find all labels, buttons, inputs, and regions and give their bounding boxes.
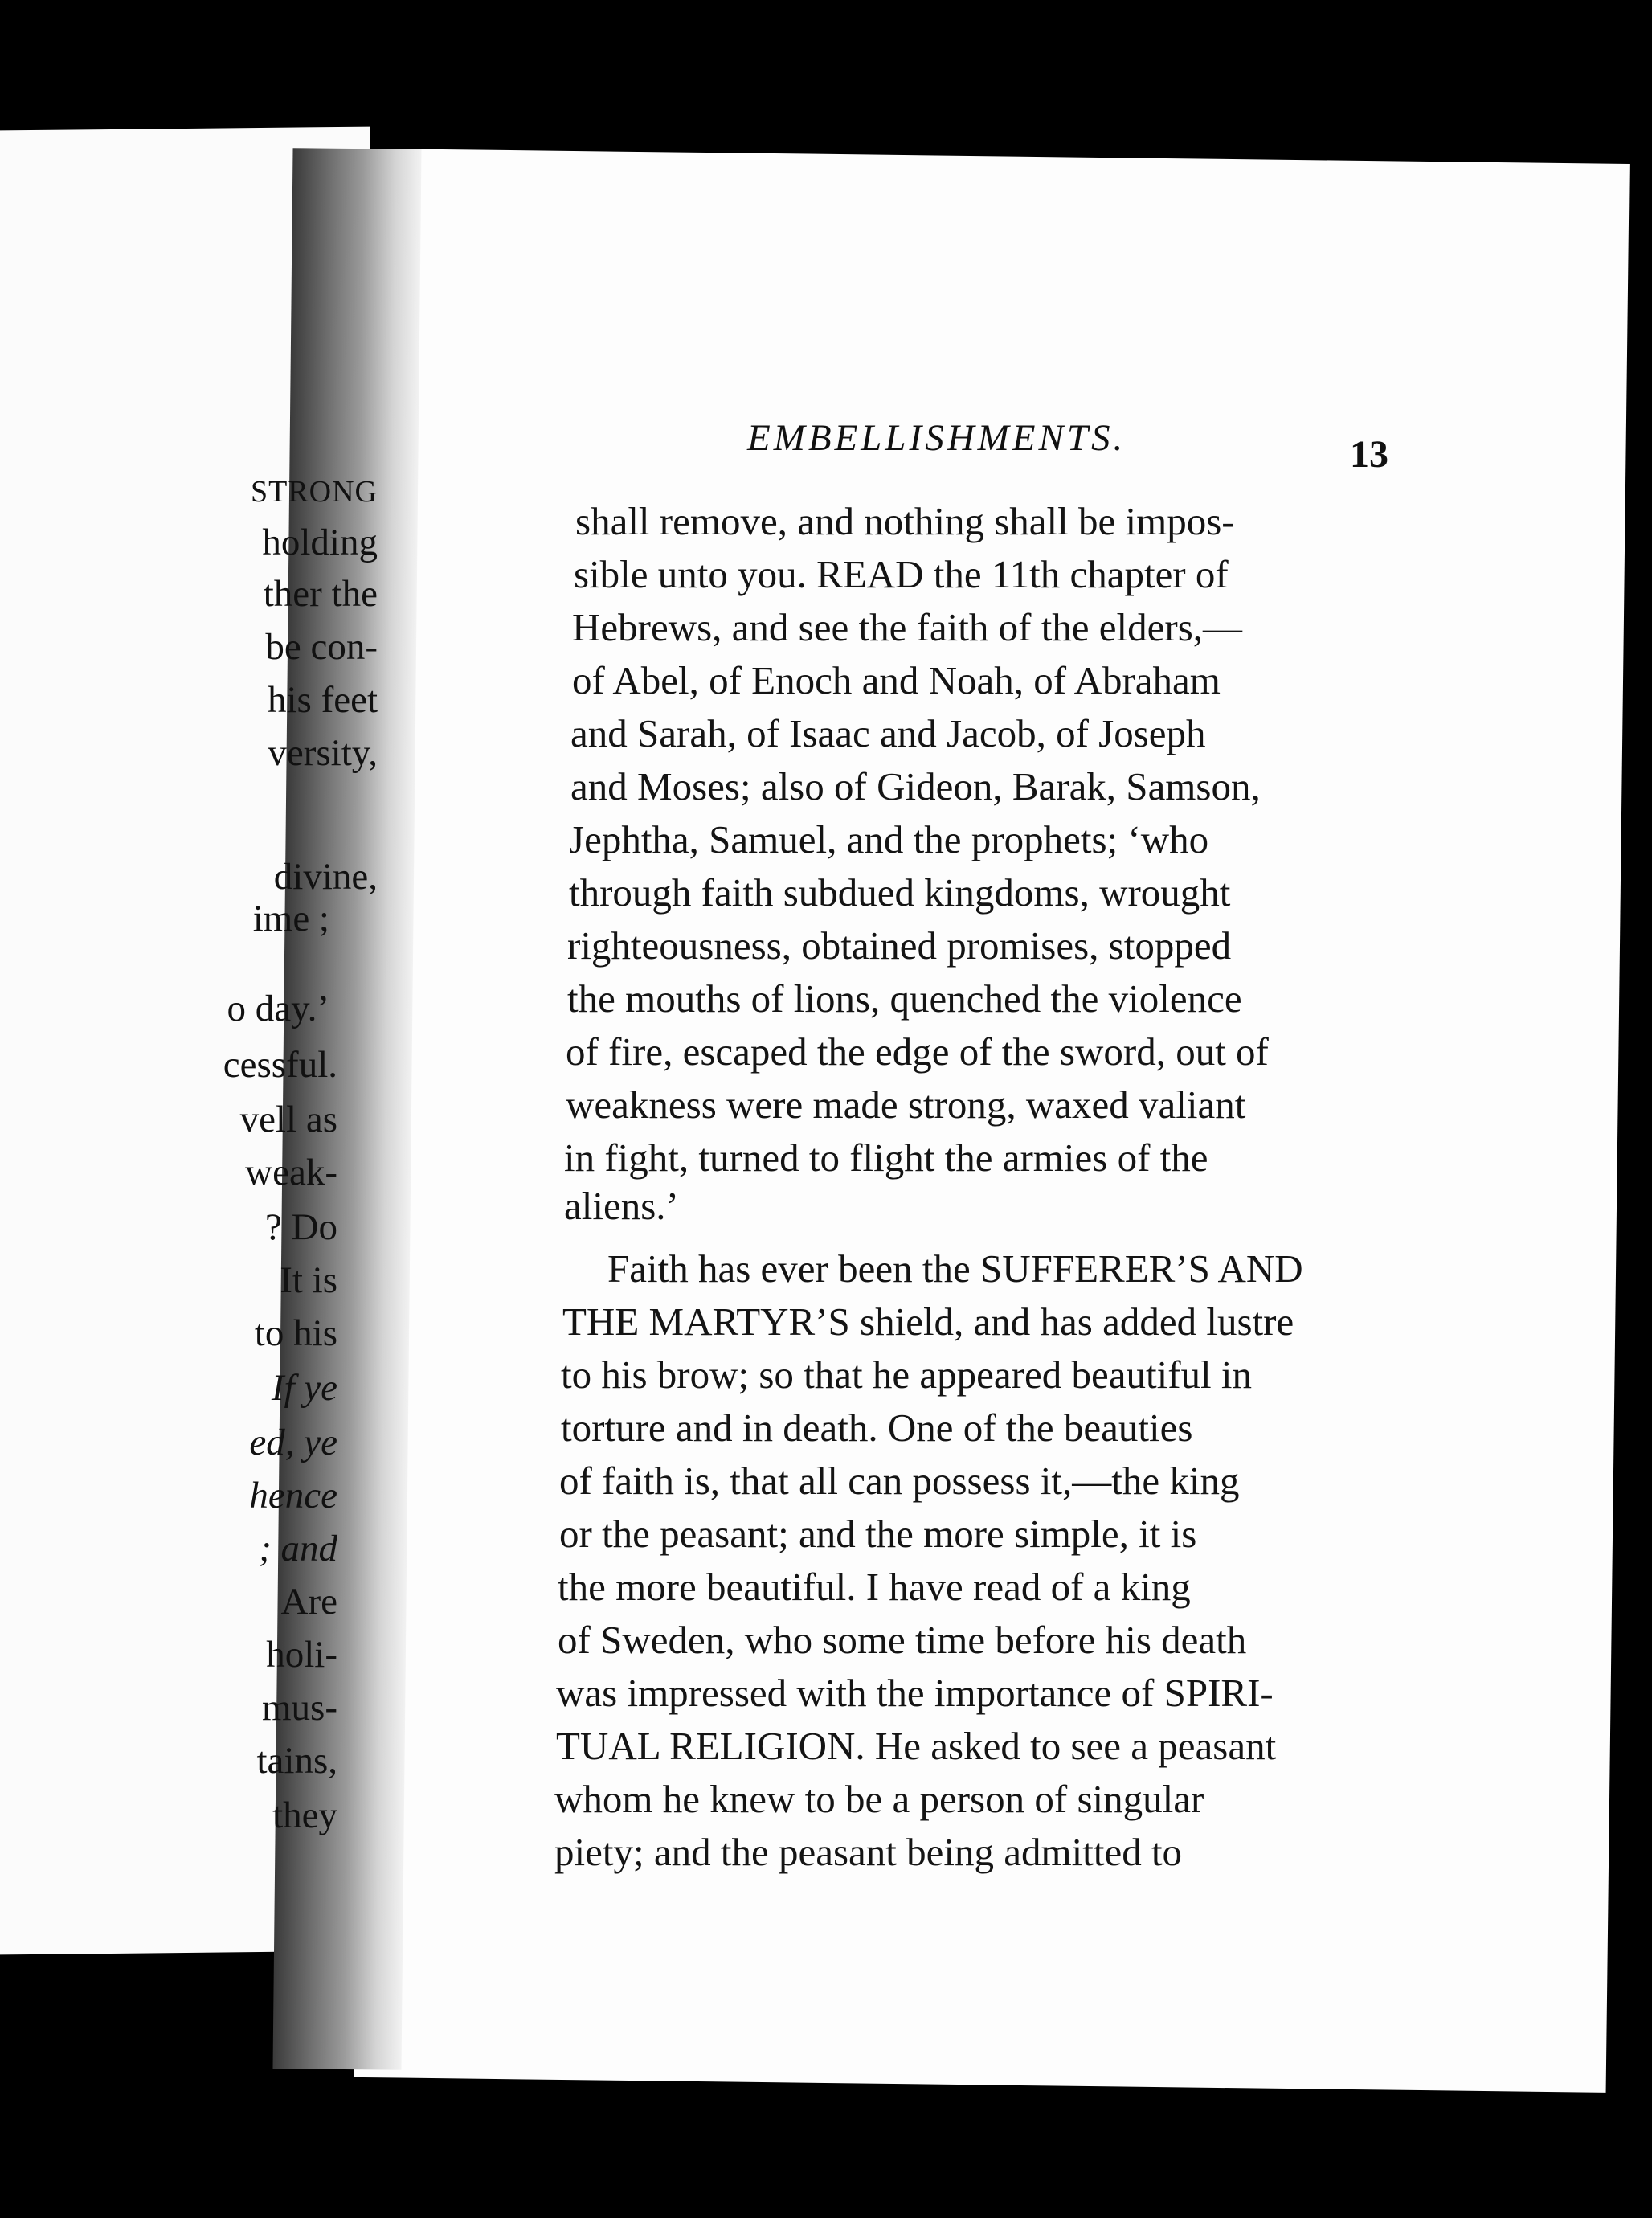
body-line: torture and in death. One of the beauties (561, 1406, 1193, 1450)
left-line: hence (249, 1475, 337, 1516)
left-line: It is (280, 1259, 337, 1301)
body-line: in fight, turned to flight the armies of the (564, 1136, 1208, 1180)
body-line: weakness were made strong, waxed valiant (566, 1082, 1246, 1127)
left-line: ed, ye (249, 1422, 337, 1463)
left-line: his feet (267, 679, 378, 721)
left-line: Are (280, 1581, 337, 1623)
left-line: mus- (262, 1687, 337, 1729)
left-line: ime ; (252, 898, 329, 939)
body-line: of faith is, that all can possess it,—the king (559, 1459, 1240, 1503)
left-line: ther the (263, 573, 378, 615)
body-line: righteousness, obtained promises, stopped (567, 923, 1232, 968)
left-line: If ye (271, 1367, 337, 1409)
body-line: sible unto you. READ the 11th chapter of (574, 552, 1229, 596)
body-line: the more beautiful. I have read of a king (558, 1565, 1191, 1609)
body-line: and Sarah, of Isaac and Jacob, of Joseph (570, 711, 1206, 755)
left-line: cessful. (223, 1044, 337, 1086)
left-line: holi- (266, 1634, 337, 1676)
left-line: ; and (259, 1528, 337, 1569)
body-line: of Abel, of Enoch and Noah, of Abraham (572, 658, 1221, 702)
left-line: versity, (268, 732, 378, 774)
body-line: or the peasant; and the more simple, it is (559, 1512, 1197, 1556)
left-line: they (272, 1794, 337, 1836)
body-line: aliens.’ (564, 1184, 679, 1228)
body-line: the mouths of lions, quenched the violence (567, 976, 1242, 1021)
body-line: of fire, escaped the edge of the sword, out of (566, 1029, 1269, 1074)
left-line: vell as (239, 1099, 337, 1140)
left-line: STRONG (250, 475, 378, 509)
body-line: of Sweden, who some time before his death (558, 1618, 1247, 1662)
running-head: EMBELLISHMENTS. (747, 417, 1127, 459)
page-number: 13 (1350, 433, 1388, 476)
body-line: to his brow; so that he appeared beautiful in (561, 1352, 1252, 1397)
left-line: divine, (273, 856, 378, 898)
body-line: TUAL RELIGION. He asked to see a peasant (556, 1724, 1277, 1768)
left-line: weak- (245, 1152, 337, 1193)
body-line: Jephtha, Samuel, and the prophets; ‘who (569, 817, 1209, 861)
left-line: ? Do (264, 1206, 337, 1248)
body-line: piety; and the peasant being admitted to (554, 1830, 1183, 1874)
left-line: o day.’ (227, 988, 329, 1029)
body-line: through faith subdued kingdoms, wrought (569, 870, 1231, 915)
left-line: holding (262, 522, 378, 563)
left-line: be con- (265, 626, 378, 668)
left-page-text (0, 0, 378, 2218)
body-line: was impressed with the importance of SPIRI- (556, 1671, 1274, 1715)
body-line: shall remove, and nothing shall be impos- (575, 499, 1235, 543)
body-line: and Moses; also of Gideon, Barak, Samson, (570, 764, 1261, 808)
body-line: Faith has ever been the SUFFERER’S AND (607, 1246, 1303, 1291)
body-line: whom he knew to be a person of singular (554, 1777, 1204, 1821)
body-line: THE MARTYR’S shield, and has added lustre (562, 1299, 1294, 1344)
left-line: to his (254, 1312, 337, 1354)
left-line: tains, (256, 1740, 337, 1782)
body-line: Hebrews, and see the faith of the elders,— (572, 605, 1243, 649)
